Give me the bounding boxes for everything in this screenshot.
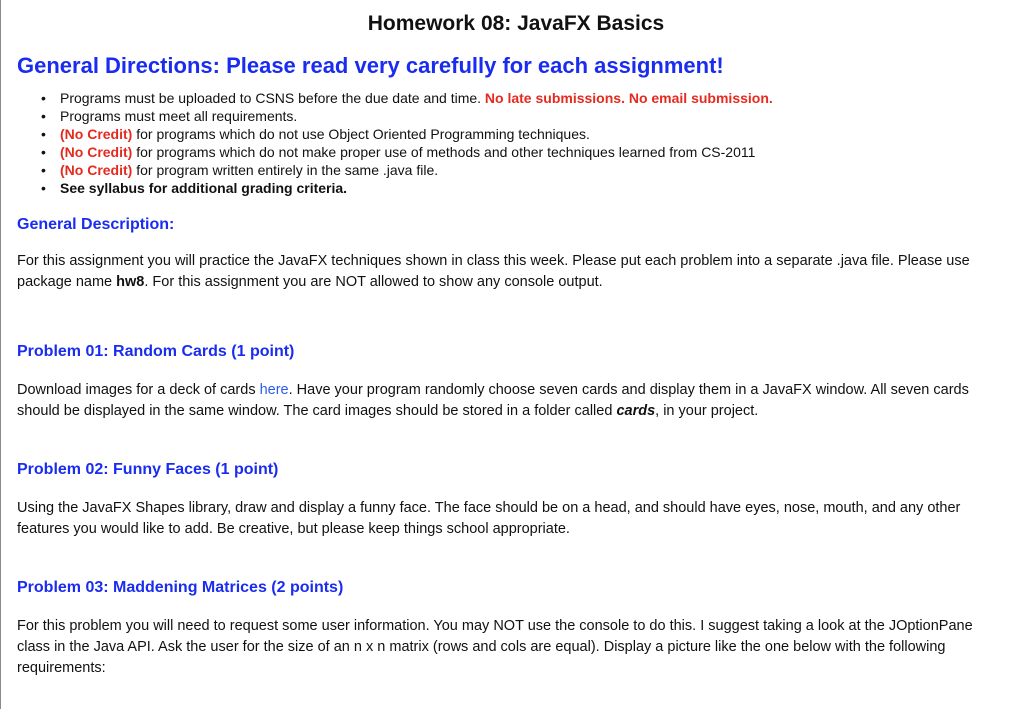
problem-01-text-part: , in your project. <box>655 403 759 419</box>
directions-item-text: for program written entirely in the same .java file. <box>132 162 439 178</box>
problem-01-text-part: . Have your program randomly choose seven cards and display them in a JavaFX window. All seven cards should be displayed in the same window. The card images should be stored in a folder called <box>17 382 969 419</box>
package-name: hw8 <box>116 274 145 290</box>
problem-03-heading: Problem 03: Maddening Matrices (2 points) <box>17 579 344 596</box>
directions-list <box>17 89 1007 197</box>
directions-item-requirements <box>41 107 1007 125</box>
general-directions-heading: General Directions: Please read very carefully for each assignment! <box>17 53 724 78</box>
document-page <box>17 0 1007 679</box>
problem-03-text: For this problem you will need to request some user information. You may NOT use the console to do this. I suggest taking a look at the JOptionPane class in the Java API. Ask the user for the size of an n x n matrix (rows and cols are equal). Display a picture like the one below with the following requirements: <box>17 618 973 676</box>
left-border-line <box>0 0 1 709</box>
problem-02-text: Using the JavaFX Shapes library, draw and display a funny face. The face should be on a head, and should have eyes, nose, mouth, and any other features you would like to add. Be creative, but please keep things school appropriate. <box>17 500 961 537</box>
no-late-warning: No late submissions. No email submission. <box>484 90 773 106</box>
no-credit-label: (No Credit) <box>60 162 133 178</box>
directions-item-text: for programs which do not use Object Oriented Programming techniques. <box>132 126 590 142</box>
problem-01-text <box>17 380 1007 422</box>
description-text-part: . For this assignment you are NOT allowed to show any console output. <box>144 274 603 290</box>
syllabus-note: See syllabus for additional grading criteria. <box>60 180 348 196</box>
problem-01-text-part: Download images for a deck of cards <box>17 382 260 398</box>
problem-02-heading: Problem 02: Funny Faces (1 point) <box>17 461 279 478</box>
directions-item-text: Programs must meet all requirements. <box>60 108 298 124</box>
general-description-text <box>17 251 1007 293</box>
general-description-heading: General Description: <box>17 216 175 233</box>
directions-item-single-file <box>41 161 1007 179</box>
directions-item-upload <box>41 89 1007 107</box>
cards-download-link[interactable]: here <box>259 382 289 398</box>
no-credit-label: (No Credit) <box>60 126 133 142</box>
document-title: Homework 08: JavaFX Basics <box>367 12 665 35</box>
directions-item-oop <box>41 125 1007 143</box>
directions-item-text: Programs must be uploaded to CSNS before the due date and time. <box>60 90 485 106</box>
directions-item-syllabus <box>41 179 1007 197</box>
description-text-part: For this assignment you will practice the JavaFX techniques shown in class this week. Please put each problem into a separate .java file. Please use package name <box>17 253 970 290</box>
directions-item-text: for programs which do not make proper use of methods and other techniques learned from CS-2011 <box>132 144 756 160</box>
directions-item-methods <box>41 143 1007 161</box>
no-credit-label: (No Credit) <box>60 144 133 160</box>
problem-01-heading: Problem 01: Random Cards (1 point) <box>17 343 295 360</box>
cards-folder-name: cards <box>616 403 656 419</box>
